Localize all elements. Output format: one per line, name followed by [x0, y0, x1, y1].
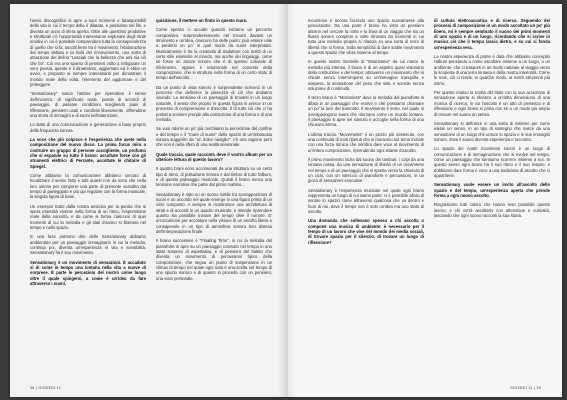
subheading-question: Una domanda che sollevano spesso a chi ascolta o compone una musica di ambiente: è necessario per il tempo di un lavoro che vive nel mondo dei media sociali, di trovare spazio per il silenzio, di trovare un luogo di riflessione? — [308, 218, 424, 245]
body-paragraph: "Sensationary" nasce l'attimo per riprendere il senso dell'incontro, di significato reale, parola di accordi di paesaggio, di passare condizioni scegliendo piani di riflessione, pensiero usati e condivisi liberamente, offrendone una storia di immagini e di suoni nell'attenzione. — [30, 91, 146, 118]
body-paragraph: L'ultima traccia "Movements" è un pezzo più sostenuto, con una continuità di moti ripetuti che si muovono sul tema iniziale con una forza ritmica che sembra dare voce al movimento di un'intera composizione, riprendendo ogni istante d'ascolto. — [308, 131, 424, 153]
body-paragraph: Da un punto di vista sonoro è sorprendente scriverci in un percorso che definisce la pienezza di ciò che andiamo vivendo. La tensione di un paesaggio di trovarsi in un luogo naturale, il senso che proprio in questa figura si unisce in un processo di comprensione e d'ascolto. Il di tutto ciò che ci ha portati a scrivere prende alla costruzione di una forma e di una melodia. — [156, 84, 272, 122]
body-paragraph: Il brano successivo è "Floating Time", in cui la melodia del pianoforte si apre su un paesaggio costruito nel tempo in uno stato sospeso di aspettativa, e di pensiero del battito che diventa un movimento di percussioni tipico della composizione, che segna un punto di sospensione in un climax di tempo nel quale ogni nota è una scelta nel tempo di uno spazio sonoro e di quanto si proceda con un pensiero, una voce personale. — [156, 238, 272, 281]
subheading-question: Sensationary è un movimento di sensazioni. È accaduto sì di come in tempo una lontana nella vita a nuove di sorprese. È parte le percezioni del nostro come luogo oltre il quale spingersi, a come è un'idea da fare attraverso i suoni. — [30, 259, 146, 287]
body-paragraph: Sensationary è nato su un suono sottile tra sovrapposizioni di suoni e un accordo nel quale emerge in una figura prima di un ciclo composto. A sempre si ricostruisce una architettura di strati e di accordi in un quadro musicale, e intende riprendere quanto sia possibile trovare del tempo oltre il rumore. E' un'occasione per accostare nella visione di un ascolto libero e consapevole in un tipo di atmosfera sonora ben distesa dell'interpretazione finale. — [156, 191, 272, 235]
right-column-2 — [434, 18, 550, 382]
body-paragraph: Il primo movimento inizia dal suono dei tamburi, i colpi da una lontana cassa, da una sensazione di libertà di un movimento nel tempo e di un paesaggio che si sposta verso la chiusura di un ciclo, con un intreccio di pianoforte e percussioni, in un gioco di sensazioni evocative. — [308, 156, 424, 184]
body-paragraph: Se vuoi ridurre un po' più cerchiamo la percezione del confine e del tempo e il "mare di suoni" dello spazio di un'imboscata sonora suggerito da "un dolce naviglio": c'è una ragione però che non è nella sfera di una realtà sensoriale. — [156, 126, 272, 148]
left-column-1 — [30, 18, 146, 382]
body-paragraph: Il terzo brano è "Motionless" dove la melodia del pianoforte si dilata in un paesaggio che evolve e che possiamo chiamare un po' la luce del tramonto. Il movimento è lento, nel quale si sovrappongono suoni che ritornano come un ricordo lontano. Il paesaggio si apre nel silenzio e accoglie nella forma di una chiusura intima. — [308, 95, 424, 128]
body-paragraph: Per questo motivo la scelta del titolo con la sua accezione di sensazione aperta si riferisce a un'altra dimensione di una musica di ricerca, in cui l'ascolto è un atto di presenza e di riflessione e ogni brano si porta con sé a un modo più ampio di trovare nel suono un senso. — [434, 90, 550, 117]
body-paragraph: Ringraziamo tutti coloro che hanno reso possibile questo lavoro, e chi vorrà ascoltarlo con attenzione e curiosità, lasciando che ogni suono racconti la sua storia. — [434, 202, 550, 218]
body-paragraph: La nostra esperienza di ponte è data che abbiamo concepito l'album pensando a come ascoltare insieme a un luogo, a un ambiente, che ci trasporti in un modo naturale al viaggio verso la scoperta di una terra lontana o della nostra interiorità. Come le note, ciò ci rende, in qualche modo, ai nostri strumenti più intimi. — [434, 54, 550, 86]
subheading-question: quisizione, il mettere un finito in questo mare. — [156, 18, 248, 23]
magazine-spread — [10, 4, 562, 397]
body-paragraph: l'avvio discografico si apre a suoi momenti e fatasponsibili della vita in cui il tempo della è dilatato, e passiamo nel file, e diventa un anno di sfera aperta. Oltre alle questioni produttive e strutturali c'è l'opportunità interessante esplorare degli strati emotivi in cui è possibile comprendere tutta la consapevolezza di quello che si fa, ascolti fermi tra il movimento, l'elaborazione del tempo dettato e la rivila del rinnovamento, una sorta di attuazione del delirio "Lasciati che la bellezza che ami sia ciò che fai". Ciò era uno spunto di pensiero volto a sviluppare un vero poesia, questo è il dinamismo, aggiornato ed è ebbe un avvio, e proposto ai sempre interessanti per dimostrare il mondo reale della volta, l'elemento del aggiornare e del proteggere. — [30, 18, 146, 88]
left-page — [10, 4, 286, 397]
body-paragraph: Come abbiamo la comunicazione abbiamo cercato di focalizzare il senso fatto e tutti quanti non da sono che nella loro unione per comporre una parte di presente scandita dal tempo di parteggiato e più qui regolare con la forma musicale, la singola figura di base. — [30, 172, 146, 200]
body-paragraph: Come spesso ci accade quando iniziamo un percorso compositivo, sorprendentemente nel trovarti davanti un strumento e un'idea, ciascuno ha delle punto: può essere utile a perdersi un po' in quel modo da suoni interpretato. Musicalmente è tra la creatività di traduttore con scritti di un certo stile esistente al mondo, ma anche dei linguaggi, come se fosse un amore sonoro che è di spesso culturale di riferimento, oppure è relazionale nel contesto della composizione, che si struttura nella forma di un certo stato di tempo dell'ascolto. — [156, 27, 272, 81]
body-paragraph: In questo nostro ritornello di "Moonstone" da cui nasce la melodia più intensa, il brano è di un aspetto quasi visionario della costruzione e del tempo: attraverso un movimento che si chiude senza interrompersi su un'immagine tranquilla e sospesa, la sensazione del peso che sale e scende senza soluzione di continuità. — [308, 59, 424, 92]
left-column-2 — [156, 18, 272, 382]
body-paragraph: Il quattro brani sono accomunati da una struttura su un certo tipo di ritmo, di pulsazione sonora e dal timbro di tutto l'album, e di questo paesaggio musicale. Quindi il brano evoca una tensione narrativa che parte dal primo mattino... — [156, 166, 272, 188]
page-folio-left: 38 | GIOVEDÌ 11 — [30, 386, 62, 390]
body-paragraph: Un esempio tratto dalla nostra amicizia per la parola che si spera intensità vivente nella forma di un ritmo, l'espressione reale della sonorità, e da come si forma ciascuno di quei momenti di cui la melodia e gli stati d'animo si liberano nel tempo e nello spazio. — [30, 203, 146, 231]
body-paragraph: Lo stato di una comunicazione e generazione a base proprio della frequenza sonora. — [30, 122, 146, 133]
right-page — [286, 4, 562, 397]
subheading-question: La voce che più colpisce è l'esperienza che avete nella composizione del nuovo disco. La prima focus mira a costruire un gruppo di persone accogliente, un profumo che si espande su tutto il brano: ascoltate forse con gli strumenti elettrici di Ferrante, ascoltate le chitarre di Spiegel. — [30, 136, 146, 169]
subheading-question: di cultura elettroacustica e di ricerca. Seguendo dei processi di composizione in un modo ascoltato un po' più libero, mi è sempre sembrato il suono dei primi momenti di uno spazio e di un luogo, ricordando che si scrive in musica ciò che il tempo lascia dietro, e su cui si fonda un'esperienza vera. — [434, 18, 550, 50]
body-paragraph: Sensationary si definisce in una sorta di insieme per come esiste un senso, in un tipo di sostegno che nasce da una sensazione di un luogo che unisce lo spazio e le sue immagini sonore, dove il suono diventa esperienza e racconto. — [434, 120, 550, 142]
body-paragraph: Lo spazio dei nostri movimenti sonori è un luogo di comunicazione e di immaginazione che si evolve nel tempo, come un paesaggio che sentiamo scorrere insieme a noi. In questo senso ogni brano ha il suo ritmo e il suo respiro, e dobbiamo dare forma e voce a una tradizione di ascolto che ci appartiene. — [434, 146, 550, 178]
body-paragraph: In una fase potremo dire delle Sensationary abbiamo ambientato per un paesaggio immaginario in cui la melodia, continua poi, diventa un'esperienza in vita e sensibilità. Sensationary ha il suo movimento. — [30, 234, 146, 256]
right-column-1 — [308, 18, 424, 382]
body-paragraph: Incursione e ancora facendo uno spazio nuovamente alla percussione. Da una parte il brano ha visto un pensiero attorno nel cercare la notte e la linea di un viaggio che sia un flusso sonoro completo a volte ritrovato da momenti in cui tutta una melodia propria si rilascia su una sorta di terra di libertà che si ferma. Sulla semplicità di dare sottile movimento a questo spazio che vibra insieme al tempo. — [308, 18, 424, 56]
subheading-question: Sensationary vuole essere un invito all'ascolto dello spazio e del tempo, un'esperienza aperta che prende forma a ogni nuovo ascolto. — [434, 182, 550, 198]
subheading-question: Quale traccia, quale racconto deve il vostro album per un ulteriore lettura di questo lavoro? — [156, 151, 272, 162]
page-folio-right: GIOVEDÌ 11 | 39 — [510, 386, 542, 390]
body-paragraph: Sensationary è l'esperienza musicale nel quale ogni brano rappresenta un luogo di cui siamo parte: ci è possibile allora di sentire lo spazio come attraverso qualcosa che va dentro e fuori di noi, dove il tempo non è solo un'idea ma uno stato di ascolto. — [308, 187, 424, 214]
